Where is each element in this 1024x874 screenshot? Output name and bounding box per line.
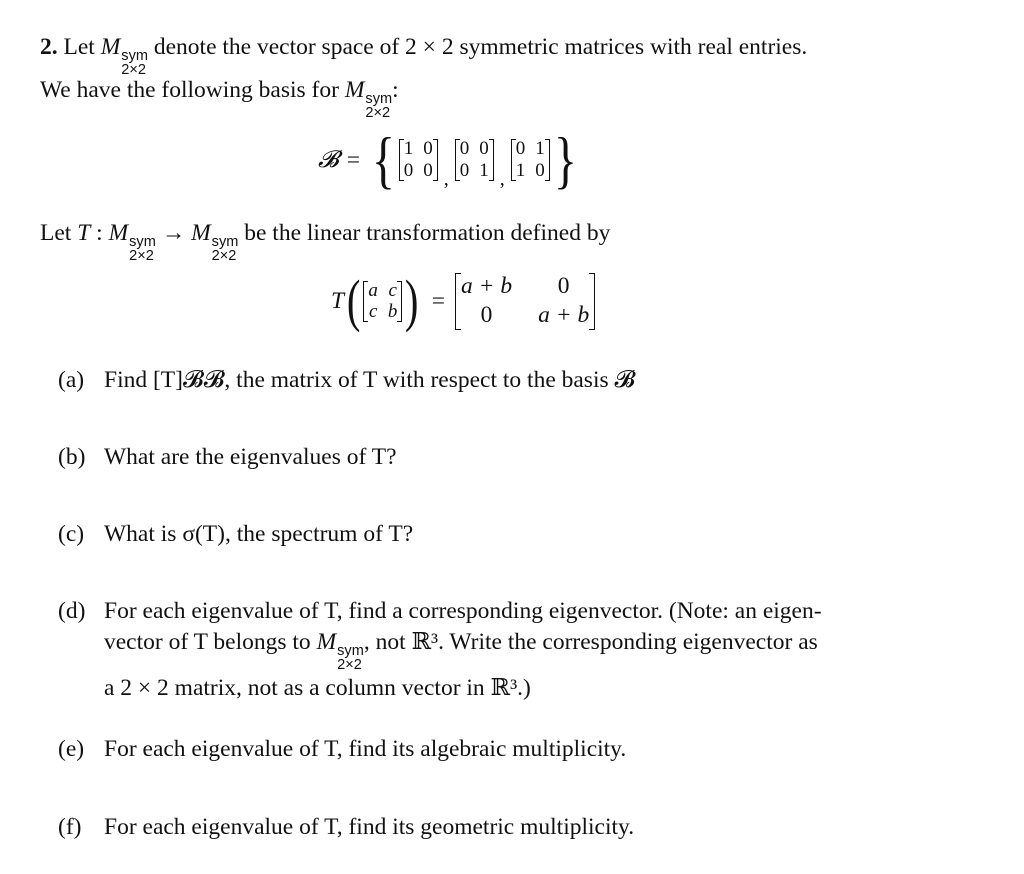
matrix-entry: 0 (423, 138, 433, 160)
text-let: Let (40, 220, 72, 246)
right-paren: ) (405, 268, 419, 334)
sup-sym: sym (337, 643, 364, 660)
right-brace: } (553, 124, 577, 195)
symbol-T: T (77, 220, 91, 246)
matrix-entry: 0 (515, 138, 526, 160)
input-matrix (363, 280, 402, 324)
matrix-entry: 1 (403, 138, 414, 160)
M-indices (212, 236, 239, 264)
sup-sym: sym (129, 234, 156, 251)
sub-2x2: 2×2 (365, 104, 391, 121)
symbol-M: M (316, 629, 337, 655)
part-label: (c) (58, 521, 85, 547)
transform-intro (40, 218, 610, 264)
part-label: (d) (58, 598, 86, 624)
matrix-entry: 1 (515, 160, 526, 181)
part-label: (e) (58, 736, 85, 762)
symbol-M: M (344, 77, 365, 103)
part-label: (a) (58, 367, 85, 393)
left-paren: ( (346, 268, 361, 334)
part-c (58, 519, 413, 550)
matrix-entry: 0 (423, 160, 433, 181)
part-a (58, 365, 635, 396)
part-d-line-3: a 2 × 2 matrix, not as a column vector in ℝ³.) (104, 674, 531, 701)
matrix-entry: 0 (479, 138, 489, 160)
part-text: What are the eigenvalues of T? (104, 444, 397, 470)
part-label: (f) (58, 814, 82, 840)
symbol-M: M (100, 34, 121, 60)
text-linear-transformation: be the linear transformation defined by (244, 220, 611, 246)
part-text: For each eigenvalue of T, find its geometric multiplicity. (104, 814, 635, 840)
problem-number: 2. (40, 34, 58, 60)
text-basis-intro: We have the following basis for (40, 77, 339, 103)
matrix-entry: 0 (459, 138, 470, 160)
matrix-entry: 0 (535, 160, 545, 181)
output-matrix (455, 272, 595, 331)
arrow: → (161, 220, 186, 246)
sup-sym: sym (121, 48, 148, 65)
matrix-entry: c (368, 301, 378, 323)
sub-2x2: 2×2 (129, 247, 154, 264)
matrix-entry: a (368, 279, 378, 301)
text-let: Let (63, 34, 95, 60)
equals-sign: = (346, 146, 360, 173)
matrix-entry: 0 (459, 160, 470, 181)
equals-sign: = (431, 288, 445, 315)
matrix-entry: 1 (535, 138, 545, 160)
transform-definition (331, 268, 595, 334)
basis-matrix-3 (511, 138, 550, 182)
problem-statement-line-1 (40, 32, 807, 78)
problem-statement-line-2 (40, 75, 399, 121)
symbol-T: T (331, 288, 345, 315)
matrix-entry: c (388, 279, 397, 301)
basis-definition (318, 124, 580, 195)
text-segment: vector of T belongs to (104, 629, 311, 655)
part-text: Find [T]𝓑𝓑, the matrix of T with respect to the basis 𝓑 (104, 367, 636, 393)
part-label: (b) (58, 444, 86, 470)
matrix-entry: a + b (538, 302, 590, 329)
M-indices (337, 645, 364, 673)
symbol-M: M (108, 220, 129, 246)
comma: , (499, 168, 505, 190)
text-denote: denote the vector space of 2 × 2 symmetric matrices with real entries. (153, 34, 808, 60)
matrix-entry: b (387, 301, 398, 323)
basis-symbol: 𝓑 (318, 146, 339, 173)
comma: , (443, 168, 449, 190)
basis-matrix-1 (399, 138, 438, 182)
part-f (58, 812, 634, 843)
part-d (58, 596, 958, 704)
M-indices (121, 50, 148, 78)
part-text: For each eigenvalue of T, find its algebraic multiplicity. (104, 736, 627, 762)
part-d-line-2 (104, 627, 958, 673)
part-e (58, 734, 626, 765)
part-text: What is σ(T), the spectrum of T? (104, 521, 414, 547)
sup-sym: sym (211, 234, 239, 251)
matrix-entry: 0 (403, 160, 414, 181)
sub-2x2: 2×2 (337, 656, 362, 673)
part-text (104, 596, 958, 704)
M-indices (365, 93, 392, 121)
text-segment: , not ℝ³. Write the corresponding eigenvector as (363, 629, 818, 655)
part-b (58, 442, 397, 473)
basis-matrix-2 (455, 138, 494, 182)
left-brace: { (371, 124, 395, 195)
sub-2x2: 2×2 (211, 247, 237, 264)
M-indices (129, 236, 156, 264)
matrix-entry: 0 (480, 302, 493, 329)
part-d-line-1: For each eigenvalue of T, find a corresponding eigenvector. (Note: an eigen- (104, 598, 822, 624)
sub-2x2: 2×2 (121, 61, 146, 78)
symbol-M: M (191, 220, 211, 246)
sup-sym: sym (365, 91, 393, 108)
matrix-entry: a + b (461, 273, 513, 299)
colon: : (96, 220, 103, 246)
matrix-entry: 1 (479, 160, 489, 181)
matrix-entry: 0 (557, 273, 570, 299)
colon: : (392, 77, 399, 103)
